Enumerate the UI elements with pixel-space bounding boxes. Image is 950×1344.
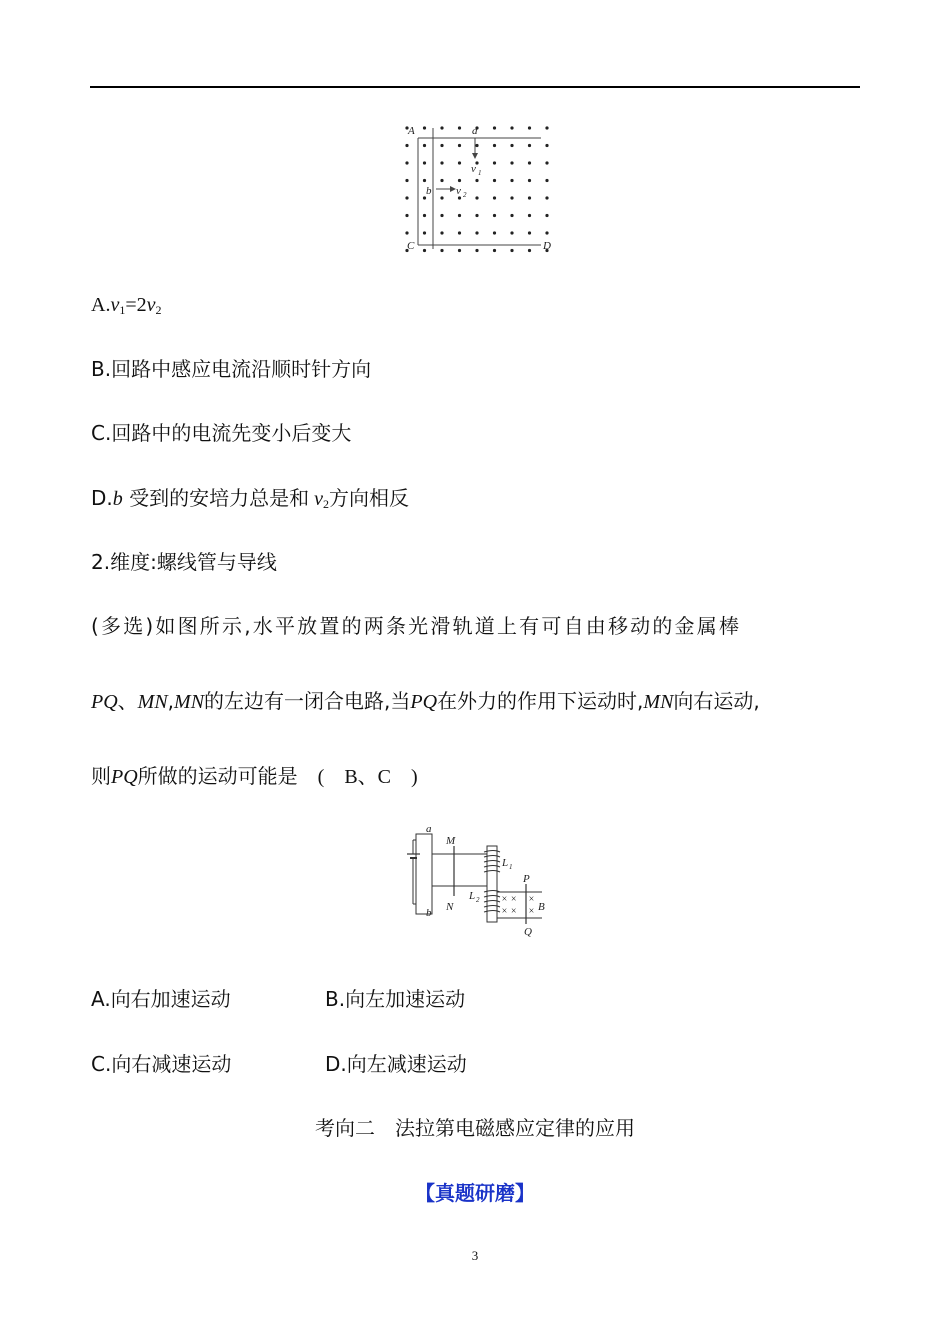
q2-line1: (多选)如图所示,水平放置的两条光滑轨道上有可自由移动的金属棒: [91, 614, 742, 638]
field-dot: [545, 179, 548, 182]
fig2-label-a: a: [426, 823, 432, 835]
field-dot: [545, 214, 548, 217]
field-dot: [493, 126, 496, 129]
field-dot: [475, 196, 478, 199]
field-dot: [423, 144, 426, 147]
svg-text:×: ×: [528, 906, 535, 917]
option-B: B.回路中感应电流沿顺时针方向: [91, 357, 372, 381]
field-dot: [493, 196, 496, 199]
fig2-label-L2: L: [469, 890, 476, 902]
label-D: D: [543, 240, 551, 252]
q2-option-D: D.向左减速运动: [325, 1052, 467, 1076]
field-dot: [493, 231, 496, 234]
option-C: C.回路中的电流先变小后变大: [91, 421, 352, 445]
option-D: D.b 受到的安培力总是和 $v_2$方向相反: [91, 486, 410, 511]
field-dot: [458, 144, 461, 147]
field-dot: [405, 144, 408, 147]
field-dot: [405, 161, 408, 164]
fig2-label-N: N: [446, 901, 454, 913]
field-dot: [458, 161, 461, 164]
field-dot: [545, 161, 548, 164]
field-dot: [440, 144, 443, 147]
field-dot: [510, 144, 513, 147]
field-dot: [440, 196, 443, 199]
fig2-label-Q: Q: [524, 926, 532, 938]
field-dot: [405, 196, 408, 199]
q2-option-A: A.向右加速运动: [91, 987, 231, 1011]
field-dot: [528, 144, 531, 147]
field-dot: [405, 179, 408, 182]
field-dot: [475, 144, 478, 147]
q2-line2: PQ、MN,MN的左边有一闭合电路,当PQ在外力的作用下运动时,MN向右运动,: [91, 689, 760, 713]
q2-option-B: B.向左加速运动: [325, 987, 466, 1011]
fig2-label-B: B: [538, 901, 545, 913]
field-dot: [528, 214, 531, 217]
field-dot: [423, 126, 426, 129]
field-dot: [458, 231, 461, 234]
field-dot: [545, 196, 548, 199]
field-dot: [493, 161, 496, 164]
field-dot: [510, 126, 513, 129]
field-dot: [545, 144, 548, 147]
figure-field-rails: [398, 118, 558, 260]
label-v2: v: [456, 185, 461, 197]
fig2-label-L1: L: [502, 857, 509, 869]
field-dot: [458, 249, 461, 252]
svg-text:×: ×: [528, 894, 535, 905]
fig2-label-P: P: [523, 873, 530, 885]
fig2-label-b: b: [426, 907, 432, 919]
field-dot: [440, 249, 443, 252]
label-a: a: [472, 125, 478, 137]
field-dot: [528, 231, 531, 234]
page-number: 3: [471, 1248, 479, 1263]
field-dot: [493, 144, 496, 147]
field-dot: [528, 249, 531, 252]
label-v1: v: [471, 163, 476, 175]
field-dot: [405, 214, 408, 217]
field-dot: [423, 214, 426, 217]
field-dot: [545, 126, 548, 129]
fig2-label-L2-sub: 2: [476, 896, 480, 904]
field-dot: [458, 126, 461, 129]
field-dot: [440, 214, 443, 217]
field-dot: [510, 196, 513, 199]
field-dot: [528, 179, 531, 182]
field-dot: [475, 214, 478, 217]
subsection-title: 【真题研磨】: [415, 1181, 535, 1205]
field-dot: [440, 231, 443, 234]
label-v1-sub: 1: [478, 169, 482, 177]
field-dot: [440, 126, 443, 129]
field-dot: [493, 179, 496, 182]
field-dot: [528, 161, 531, 164]
field-dot: [440, 179, 443, 182]
fig2-label-L1-sub: 1: [509, 863, 513, 871]
q2-option-C: C.向右减速运动: [91, 1052, 232, 1076]
field-dot: [545, 231, 548, 234]
figure-solenoid: [402, 820, 562, 942]
field-dot: [475, 179, 478, 182]
header-rule: [90, 86, 860, 88]
field-dot: [475, 249, 478, 252]
field-dot: [493, 249, 496, 252]
field-dot: [510, 249, 513, 252]
field-dot: [493, 214, 496, 217]
section-title: 考向二 法拉第电磁感应定律的应用: [315, 1116, 635, 1140]
field-dot: [458, 179, 461, 182]
svg-text:× ×: × ×: [501, 906, 517, 917]
field-dot: [423, 179, 426, 182]
label-v2-sub: 2: [463, 191, 467, 199]
field-dot: [423, 249, 426, 252]
q2-heading: 2.维度:螺线管与导线: [91, 550, 277, 574]
option-A: $A.v_1=2v_2$: [91, 294, 162, 317]
field-dot: [405, 231, 408, 234]
field-dot: [423, 161, 426, 164]
field-dot: [475, 231, 478, 234]
field-dot: [510, 161, 513, 164]
field-dot: [510, 214, 513, 217]
field-dot: [510, 231, 513, 234]
field-dot: [510, 179, 513, 182]
label-C: C: [407, 240, 415, 252]
field-dot: [440, 161, 443, 164]
field-dot: [528, 196, 531, 199]
label-A: A: [408, 125, 415, 137]
answer: ( B、C ): [317, 766, 418, 788]
fig2-label-M: M: [446, 835, 456, 847]
label-b: b: [426, 185, 432, 197]
field-dot: [423, 231, 426, 234]
field-dot: [458, 214, 461, 217]
svg-text:× ×: × ×: [501, 894, 517, 905]
q2-line3: 则PQ所做的运动可能是 ( B、C ): [91, 764, 418, 788]
field-dot: [528, 126, 531, 129]
